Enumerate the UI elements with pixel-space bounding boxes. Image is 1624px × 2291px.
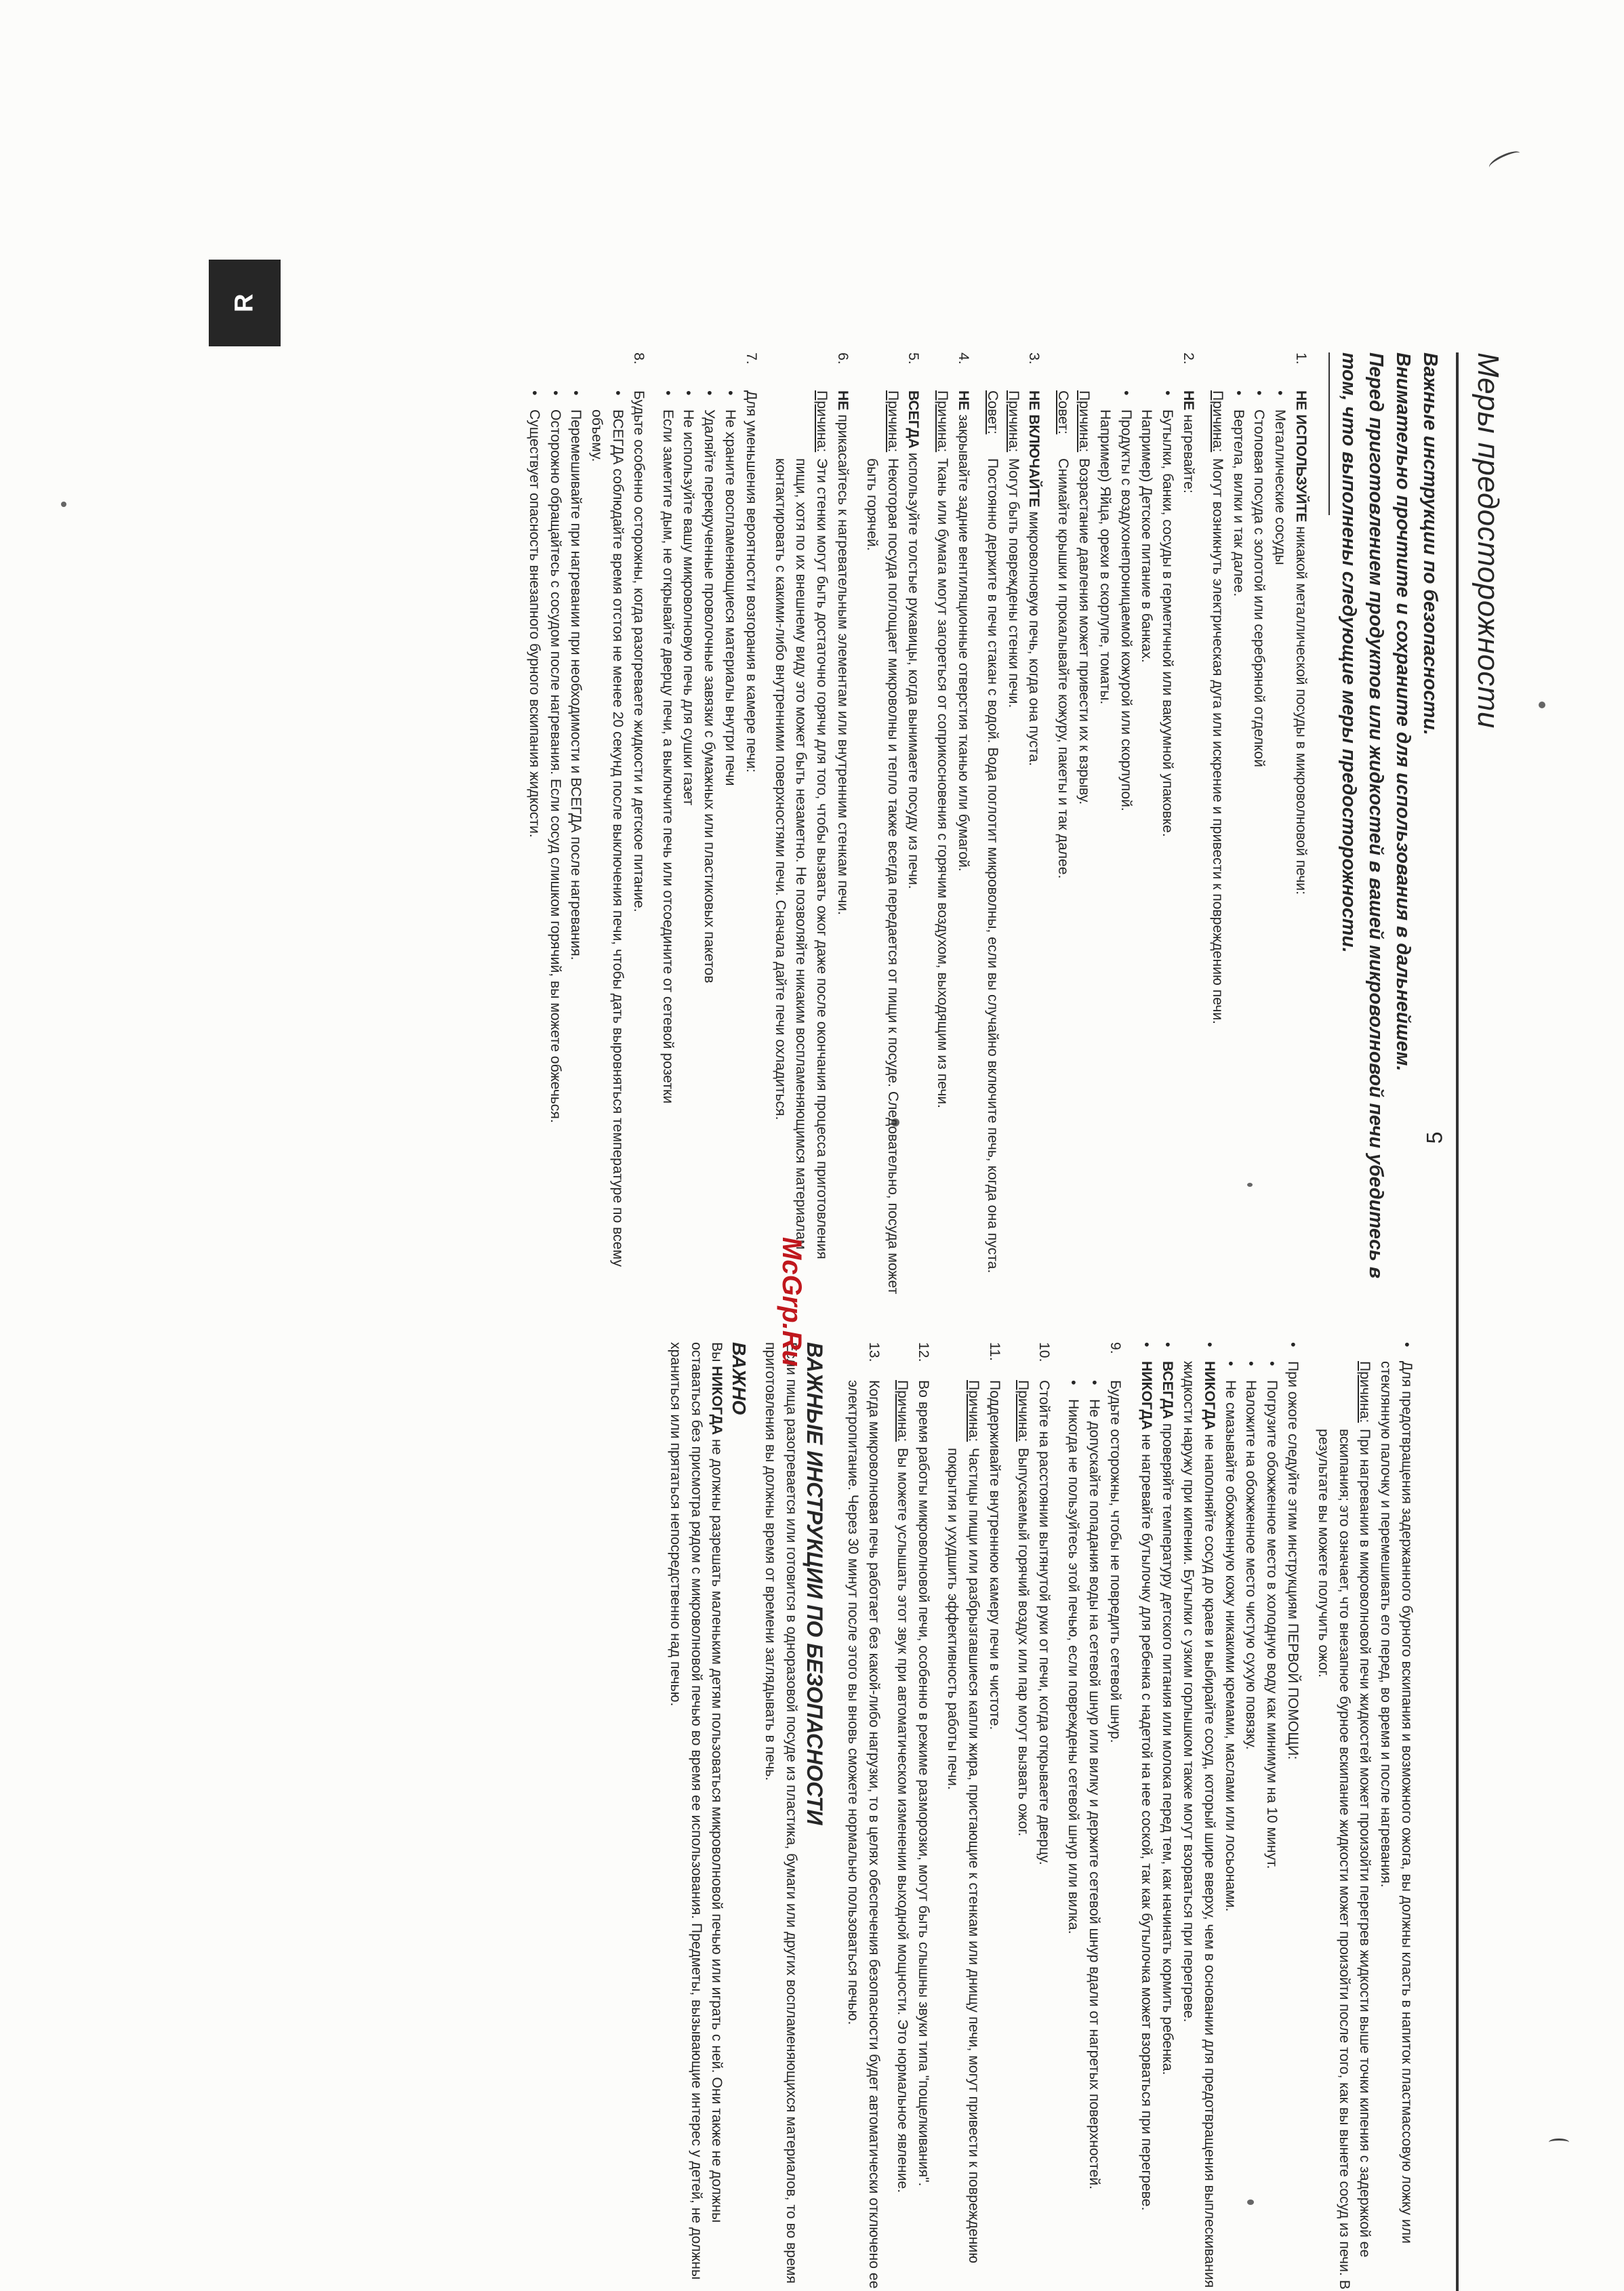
paragraph: • НИКОГДА не наполняйте сосуд до краев и выбирайте сосуд, который шире вверху, чем в основании для предотвращения выплескивания жидкости наружу при кипении. Бутылки с узким горлышком также могут взорваться при перегреве.	[1177, 1342, 1219, 2291]
intro-line-1: Важные инструкции по безопасности.	[1419, 352, 1441, 735]
page-number: 5	[1422, 1131, 1447, 1144]
paragraph: • ВСЕГДА проверяйте температуру детского питания или молока перед тем, как начинать кормить ребенка.	[1156, 1342, 1177, 2291]
list-item: 9. Будьте осторожны, чтобы не повредить сетевой шнур. • Не допускайте попадания воды на сетевой шнур или вилку и держите сетевой шнур вдали от нагретых поверхностей. • Никогда не пользуйтесь этой печью, если повреждены сетевой шнур или вилка.	[1062, 1342, 1124, 2291]
scan-speck	[61, 502, 66, 507]
important-title: ВАЖНО	[729, 1342, 750, 1415]
pen-mark	[1549, 2138, 1569, 2146]
important-text: Вы НИКОГДА не должны разрешать маленьким детям пользоваться микроволновой печью или играть с ней. Они также не должны оставаться без присмотра рядом с микроволновой печью во время ее использования. Предметы, вызывающие интерес у детей, не должны храниться или прятаться непосредственно над печью.	[667, 1342, 725, 2280]
list-item: 11. Поддерживайте внутреннюю камеру печи в чистоте. Причина: Частицы пищи или разбрызгавшиеся капли жира, пристающие к стенкам или днищу печи, могут привести к повреждению покрытия и ухудшить эффективность работы печи.	[945, 1342, 1002, 2264]
first-aid-heading: • При ожоге следуйте этим инструкциям ПЕРВОЙ ПОМОЩИ:	[1282, 1342, 1303, 2291]
left-column	[515, 352, 1444, 1301]
paragraph: • Для предотвращения задержанного бурного вскипания и возможного ожога, вы должны класть в напиток пластмассовую ложку или стеклянную палочку и перемешивать его перед, во время и после нагревания.	[1375, 1342, 1417, 2291]
list-item: 6. НЕ прикасайтесь к нагревательным элементам или внутренним стенкам печи. Причина: Эти стенки могут быть достаточно горячи для того, чтобы вызвать ожог даже после окончания процесса приготовления пищи, хотя по их внешнему виду это может быть незаметно. Не позволяйте никаким воспламеняющимся материалам контактировать с какими-либо внутренними поверхностями печи. Сначала дайте печи охладиться.	[772, 352, 851, 1259]
list-item: 5. ВСЕГДА используйте толстые рукавицы, когда вынимаете посуду из печи. Причина: Некоторая посуда поглощает микроволны и тепло также всегда передается от пищи к посуде. Следовательно, посуда может быть горячей.	[864, 352, 922, 1295]
language-tab-logo	[209, 260, 281, 346]
list-item: 4. НЕ закрывайте задние вентиляционные отверстия тканью или бумагой. Причина: Ткань или бумага могут загореться от соприкосновения с горячим воздухом, выходящим из печи.	[935, 352, 972, 1109]
list-item: 7. Для уменьшения вероятности возгорания в камере печи: • Не храните воспламеняющиеся материалы внутри печи • Удаляйте перекрученные проволочные завязки с бумажных или пластиковых пакетов • Не используйте вашу микроволновую печь для сушки газет • Если заметите дым, не открывайте дверцу печи, а выключите печь или отсоедините от сетевой розетки	[657, 352, 761, 1301]
page-title: Меры предосторожности	[1456, 352, 1511, 2291]
list-item: 8. Будьте особенно осторожны, когда разогреваете жидкости и детское питание. • ВСЕГДА соблюдайте время отстоя не менее 20 секунд после выключения печи, чтобы дать выровняться температуре по всему объему. • Перемешивайте при нагревании при необходимости и ВСЕГДА после нагревания. • Осторожно обращайтесь с сосудом после нагревания. Если сосуд слишком горячий, вы можете обжечься. • Существует опасность внезапного бурного вскипания жидкости.	[523, 352, 649, 1301]
paragraph: • НИКОГДА не нагревайте бутылочку для ребенка с надетой на нее соской, так как бутылочка может взорваться при перегреве.	[1136, 1342, 1157, 2291]
list-item: 3. НЕ ВКЛЮЧАЙТЕ микроволновую печь, когда она пуста. Причина: Могут быть повреждены стенки печи. Совет: Постоянно держите в печи стакан с водой. Вода поглотит микроволны, если вы случайно включите печь, когда она пуста.	[984, 352, 1042, 1274]
intro-line-3: Перед приготовлением продуктов или жидкостей в вашей микроволновой печи убедитесь в том, что выполнены следующие меры предосторожности.	[1338, 352, 1387, 1279]
right-column: • Для предотвращения задержанного бурного вскипания и возможного ожога, вы должны класть в напиток пластмассовую ложку или стеклянную палочку и перемешивать его перед, во время и после нагревания. Причина: При нагревании в микроволновой печи жидкостей может произойти перегрев жидкости выше точки кипения с задержкой ее вскипания; это означает, что внезапное бурное вскипание жидкости может произойти после того, как вы вынете сосуд из печи. В результате вы можете получить ожог. • При ожоге следуйте этим инструкциям ПЕРВОЙ ПОМОЩИ: • Погрузите обожженное место в холодную воду как минимум на 10 минут. • Наложите на обожженное место чистую сухую повязку. • Не смазывайте обожженную кожу никакими кремами, маслами или лосьонами. • НИКОГДА не наполняйте сосуд до краев и выбирайте сосуд, который шире вверху, чем в основании для предотвращения выплескивания жидкости наружу при кипении. Бутылки с узким горлышком также могут взорваться при перегреве. • ВСЕГДА проверяйте температуру детского питания или молока перед тем, как начинать кормить ребенка. • НИКОГДА не нагревайте бутылочку для ребенка с надетой на нее соской, так как бутылочка может взорваться при перегреве. 9. Будьте осторожны, чтобы не повредить сетевой шнур. • Не допускайте попадания воды на сетевой шнур или вилку и держите сетевой шнур вдали от нагретых поверхностей. • Никогда не пользуйтесь этой печью, если повреждены сетевой шнур или вилка. 10. Стойте на расстоянии вытянутой руки от печи, когда открываете дверцу. Причина: Выпускаемый горячий воздух или пар могут вызвать ожог. 11. Поддерживайте внутреннюю камеру печи в чистоте. Причина: Частицы пищи или разбрызгавшиеся капли жира, пристающие к стенкам или днищу печи, могут привести к повреждению покрытия и ухудшить эффективность работы печи. 12. Во время работы микроволновой печи, особенно в режиме разморозки, могут быть слышны звуки типа "пощелкивания". Причина: Вы можете услышать этот звук при автоматическом изменении выходной мощности. Это нормальное явление. 13. Когда микроволновая печь работает без какой-либо нагрузки, то в целях обеспечения безопасности будет автоматически отключено ее электропитание. Через 30 минут после этого вы вновь сможете нормально пользоваться печью. ВАЖНЫЕ ИНСТРУКЦИИ ПО БЕЗОПАСНОСТИ Если пища разогревается или готовится в одноразовой посуде из пластика, бумаги или других воспламеняющихся материалов, то во время приготовления вы должны время от времени заглядывать в печь. ВАЖНО Вы НИКОГДА не должны разрешать маленьким детям пользоваться микроволновой печью или играть с ней. Они также не должны оставаться без присмотра рядом с микроволновой печью во время ее использования. Предметы, вызывающие интерес у детей, не должны храниться или прятаться непосредственно над печью.	[515, 1342, 1444, 2291]
pen-mark	[1487, 148, 1523, 173]
intro-line-2: Внимательно прочтите и сохраните для использования в дальнейшем.	[1392, 352, 1414, 1072]
scan-speck	[1539, 702, 1545, 708]
section-text: Если пища разогревается или готовится в одноразовой посуде из пластика, бумаги или других воспламеняющихся материалов, то во время приготовления вы должны время от времени заглядывать в печь.	[763, 1342, 800, 2284]
rotated-page	[156, 352, 1511, 2291]
list-item: 10. Стойте на расстоянии вытянутой руки от печи, когда открываете дверцу. Причина: Выпускаемый горячий воздух или пар могут вызвать ожог.	[1015, 1342, 1053, 1865]
list-item: 2. НЕ нагревайте: • Бутылки, банки, сосуды в герметичной или вакуумной упаковке. Например) Детское питание в банках. • Продукты с воздухонепроницаемой кожурой или скорлупой. Например) Яйца, орехи в скорлупе, томаты. Причина: Возрастание давления может привести их к взрыву. Совет: Снимайте крышки и прокалывайте кожуру, пакеты и так далее.	[1052, 352, 1198, 1301]
divider	[1328, 352, 1330, 515]
section-title: ВАЖНЫЕ ИНСТРУКЦИИ ПО БЕЗОПАСНОСТИ	[803, 1342, 828, 1825]
language-letter: R	[230, 293, 259, 312]
two-columns	[515, 352, 1444, 2291]
list-item: 12. Во время работы микроволновой печи, особенно в режиме разморозки, могут быть слышны звуки типа "пощелкивания". Причина: Вы можете услышать этот звук при автоматическом изменении выходной мощности. Это нормальное явление.	[895, 1342, 932, 2193]
watermark: McGrp.Ru	[777, 1237, 807, 1367]
list-item: 1. НЕ ИСПОЛЬЗУЙТЕ никакой металлической посуды в микроволновой печи: • Металлические сосуды • Столовая посуда с золотой или серебряной отделкой • Вертела, вилки и так далее. Причина: Могут возникнуть электрическая дуга или искрение и привести к повреждению печи.	[1206, 352, 1311, 1301]
list-item: 13. Когда микроволновая печь работает без какой-либо нагрузки, то в целях обеспечения безопасности будет автоматически отключено ее электропитание. Через 30 минут после этого вы вновь сможете нормально пользоваться печью.	[845, 1342, 882, 2289]
